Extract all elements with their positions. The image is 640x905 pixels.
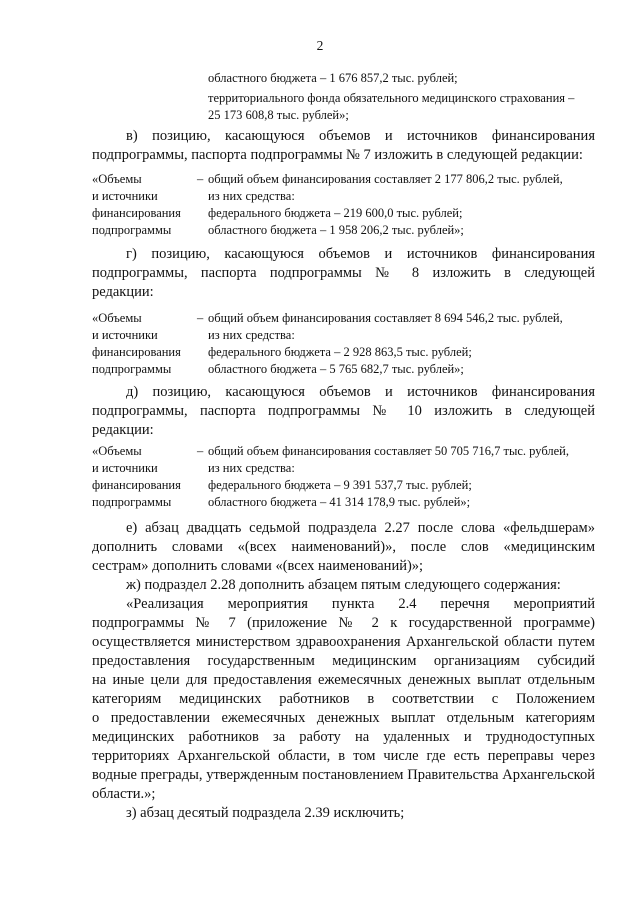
paragraph-item-g (92, 245, 595, 302)
continuation-line: областного бюджета – 1 676 857,2 тыс. рублей; (208, 71, 458, 85)
label-line: подпрограммы (92, 495, 172, 509)
paragraph-line: подпрограммы № 7 (приложение № 2 к государственной программе) (92, 615, 595, 631)
table-values (208, 310, 608, 378)
paragraph-line: «Реализация мероприятия пункта 2.4 перечня мероприятий (126, 596, 595, 612)
paragraph-line: подпрограммы, паспорта подпрограммы № 10 изложить в следующей (92, 403, 595, 419)
continuation-line: 25 173 608,8 тыс. рублей»; (208, 108, 349, 122)
value-line: общий объем финансирования составляет 8 694 546,2 тыс. рублей, (208, 311, 563, 325)
table-label (92, 310, 202, 378)
value-line: областного бюджета – 1 958 206,2 тыс. рублей»; (208, 223, 464, 237)
paragraph-line: подпрограммы, паспорта подпрограммы № 7 изложить в следующей редакции: (92, 147, 583, 163)
label-line: и источники (92, 328, 158, 342)
value-line: федерального бюджета – 2 928 863,5 тыс. рублей; (208, 345, 472, 359)
value-line: областного бюджета – 5 765 682,7 тыс. рублей»; (208, 362, 464, 376)
label-line: «Объемы (92, 311, 142, 325)
financing-table-d (92, 443, 612, 513)
paragraph-line: г) позицию, касающуюся объемов и источников финансирования (126, 246, 595, 262)
label-line: и источники (92, 461, 158, 475)
table-dash: – (197, 172, 204, 186)
label-line: подпрограммы (92, 362, 172, 376)
value-line: общий объем финансирования составляет 50 705 716,7 тыс. рублей, (208, 444, 569, 458)
table-values (208, 171, 608, 239)
paragraph-item-v (92, 127, 595, 165)
label-line: финансирования (92, 478, 181, 492)
paragraph-line: редакции: (92, 422, 154, 438)
value-line: из них средства: (208, 461, 295, 475)
label-line: подпрограммы (92, 223, 172, 237)
continuation-line: территориального фонда обязательного медицинского страхования – (208, 91, 575, 105)
paragraph-line: в) позицию, касающуюся объемов и источников финансирования (126, 128, 595, 144)
paragraph-line: территориях Архангельской области, в том числе где есть переправы через (92, 748, 595, 764)
table-label (92, 171, 202, 239)
paragraph-item-z (92, 804, 595, 823)
value-line: общий объем финансирования составляет 2 177 806,2 тыс. рублей, (208, 172, 563, 186)
label-line: финансирования (92, 345, 181, 359)
paragraph-item-d (92, 383, 595, 440)
paragraph-line: дополнить словами «(всех наименований)», после слов «медицинским (92, 539, 595, 555)
paragraph-line: ж) подраздел 2.28 дополнить абзацем пятым следующего содержания: (126, 577, 561, 593)
table-dash: – (197, 311, 204, 325)
value-line: областного бюджета – 41 314 178,9 тыс. рублей»; (208, 495, 471, 509)
value-line: из них средства: (208, 328, 295, 342)
paragraph-line: сестрам» дополнить словами «(всех наименований)»; (92, 558, 424, 574)
paragraph-line: о предоставлении ежемесячных денежных выплат отдельным категориям (92, 710, 595, 726)
paragraph-line: подпрограммы, паспорта подпрограммы № 8 изложить в следующей (92, 265, 595, 281)
table-values (208, 443, 608, 511)
paragraph-line: д) позицию, касающуюся объемов и источников финансирования (126, 384, 595, 400)
quoted-paragraph (92, 595, 595, 804)
financing-table-g (92, 310, 612, 380)
page-number: 2 (316, 38, 324, 53)
paragraph-line: е) абзац двадцать седьмой подраздела 2.27 после слова «фельдшерам» (126, 520, 595, 536)
paragraph-line: з) абзац десятый подраздела 2.39 исключить; (126, 805, 405, 821)
label-line: финансирования (92, 206, 181, 220)
paragraph-line: редакции: (92, 284, 154, 300)
paragraph-line: медицинских работников за работу на удаленных и труднодоступных (92, 729, 595, 745)
paragraph-line: на иные цели для предоставления ежемесячных денежных выплат отдельным (92, 672, 595, 688)
label-line: «Объемы (92, 172, 142, 186)
value-line: из них средства: (208, 189, 295, 203)
table-dash: – (197, 444, 204, 458)
label-line: «Объемы (92, 444, 142, 458)
paragraph-line: предоставления государственным медицинским организациям субсидий (92, 653, 595, 669)
paragraph-line: водные преграды, утвержденным постановлением Правительства Архангельской (92, 767, 595, 783)
table-label (92, 443, 202, 511)
label-line: и источники (92, 189, 158, 203)
continuation-block (208, 70, 608, 124)
paragraph-item-e (92, 519, 595, 576)
financing-table-v (92, 171, 612, 241)
paragraph-line: категориям медицинских работников в соответствии с Положением (92, 691, 595, 707)
paragraph-item-zh (92, 576, 595, 595)
value-line: федерального бюджета – 9 391 537,7 тыс. рублей; (208, 478, 472, 492)
paragraph-line: осуществляется министерством здравоохранения Архангельской области путем (92, 634, 595, 650)
value-line: федерального бюджета – 219 600,0 тыс. рублей; (208, 206, 463, 220)
paragraph-line: области.»; (92, 786, 156, 802)
